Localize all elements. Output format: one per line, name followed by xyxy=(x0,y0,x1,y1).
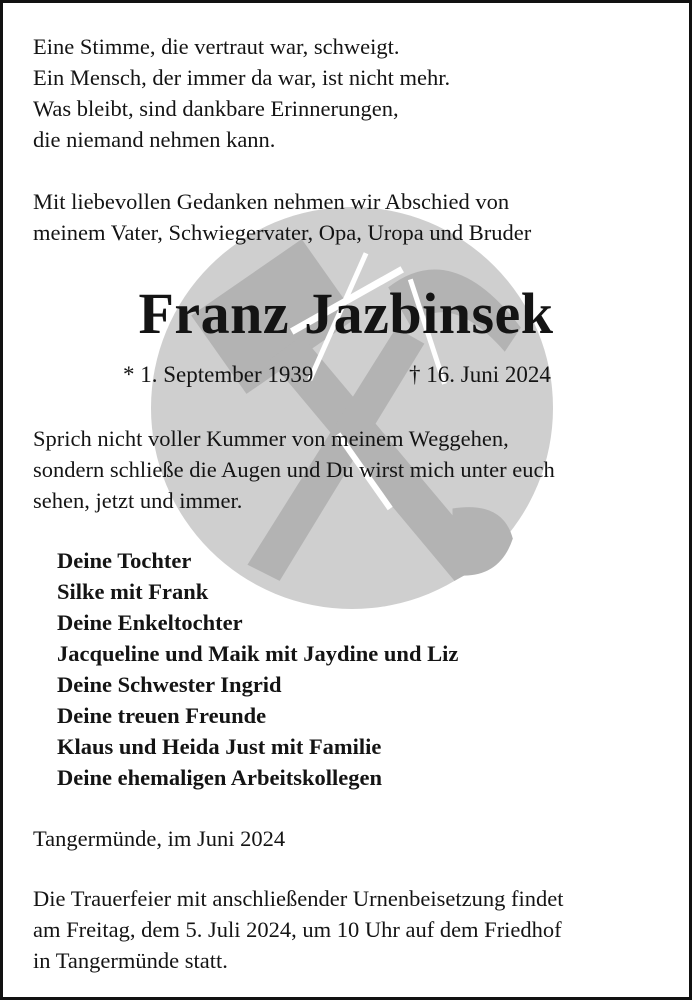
mourner-item: Deine Tochter xyxy=(57,548,192,573)
quote-line: sehen, jetzt und immer. xyxy=(33,488,243,513)
intro-line: Eine Stimme, die vertraut war, schweigt. xyxy=(33,34,400,59)
death-date: † 16. Juni 2024 xyxy=(409,362,551,387)
intro-line: die niemand nehmen kann. xyxy=(33,127,276,152)
funeral-line: am Freitag, dem 5. Juli 2024, um 10 Uhr auf dem Friedhof xyxy=(33,917,562,942)
birth-date: * 1. September 1939 xyxy=(123,362,314,387)
funeral-line: in Tangermünde statt. xyxy=(33,948,228,973)
mourner-item: Jacqueline und Maik mit Jaydine und Liz xyxy=(57,641,459,666)
quote-verse xyxy=(33,423,555,516)
deceased-name: Franz Jazbinsek xyxy=(138,281,554,346)
farewell-text xyxy=(33,186,531,248)
mourners-list xyxy=(57,545,458,793)
intro-line: Ein Mensch, der immer da war, ist nicht mehr. xyxy=(33,65,451,90)
mourner-item: Silke mit Frank xyxy=(57,579,209,604)
funeral-info xyxy=(33,883,563,976)
intro-verse xyxy=(33,31,450,155)
quote-line: sondern schließe die Augen und Du wirst mich unter euch xyxy=(33,457,555,482)
mourner-item: Deine Enkeltochter xyxy=(57,610,243,635)
mourner-item: Deine treuen Freunde xyxy=(57,703,267,728)
funeral-line: Die Trauerfeier mit anschließender Urnenbeisetzung findet xyxy=(33,886,564,911)
farewell-line: Mit liebevollen Gedanken nehmen wir Abschied von xyxy=(33,189,510,214)
place-and-date: Tangermünde, im Juni 2024 xyxy=(33,826,286,851)
mourner-item: Deine Schwester Ingrid xyxy=(57,672,282,697)
mourner-item: Deine ehemaligen Arbeitskollegen xyxy=(57,765,382,790)
mourner-item: Klaus und Heida Just mit Familie xyxy=(57,734,382,759)
farewell-line: meinem Vater, Schwiegervater, Opa, Uropa und Bruder xyxy=(33,220,532,245)
intro-line: Was bleibt, sind dankbare Erinnerungen, xyxy=(33,96,399,121)
quote-line: Sprich nicht voller Kummer von meinem Weggehen, xyxy=(33,426,509,451)
